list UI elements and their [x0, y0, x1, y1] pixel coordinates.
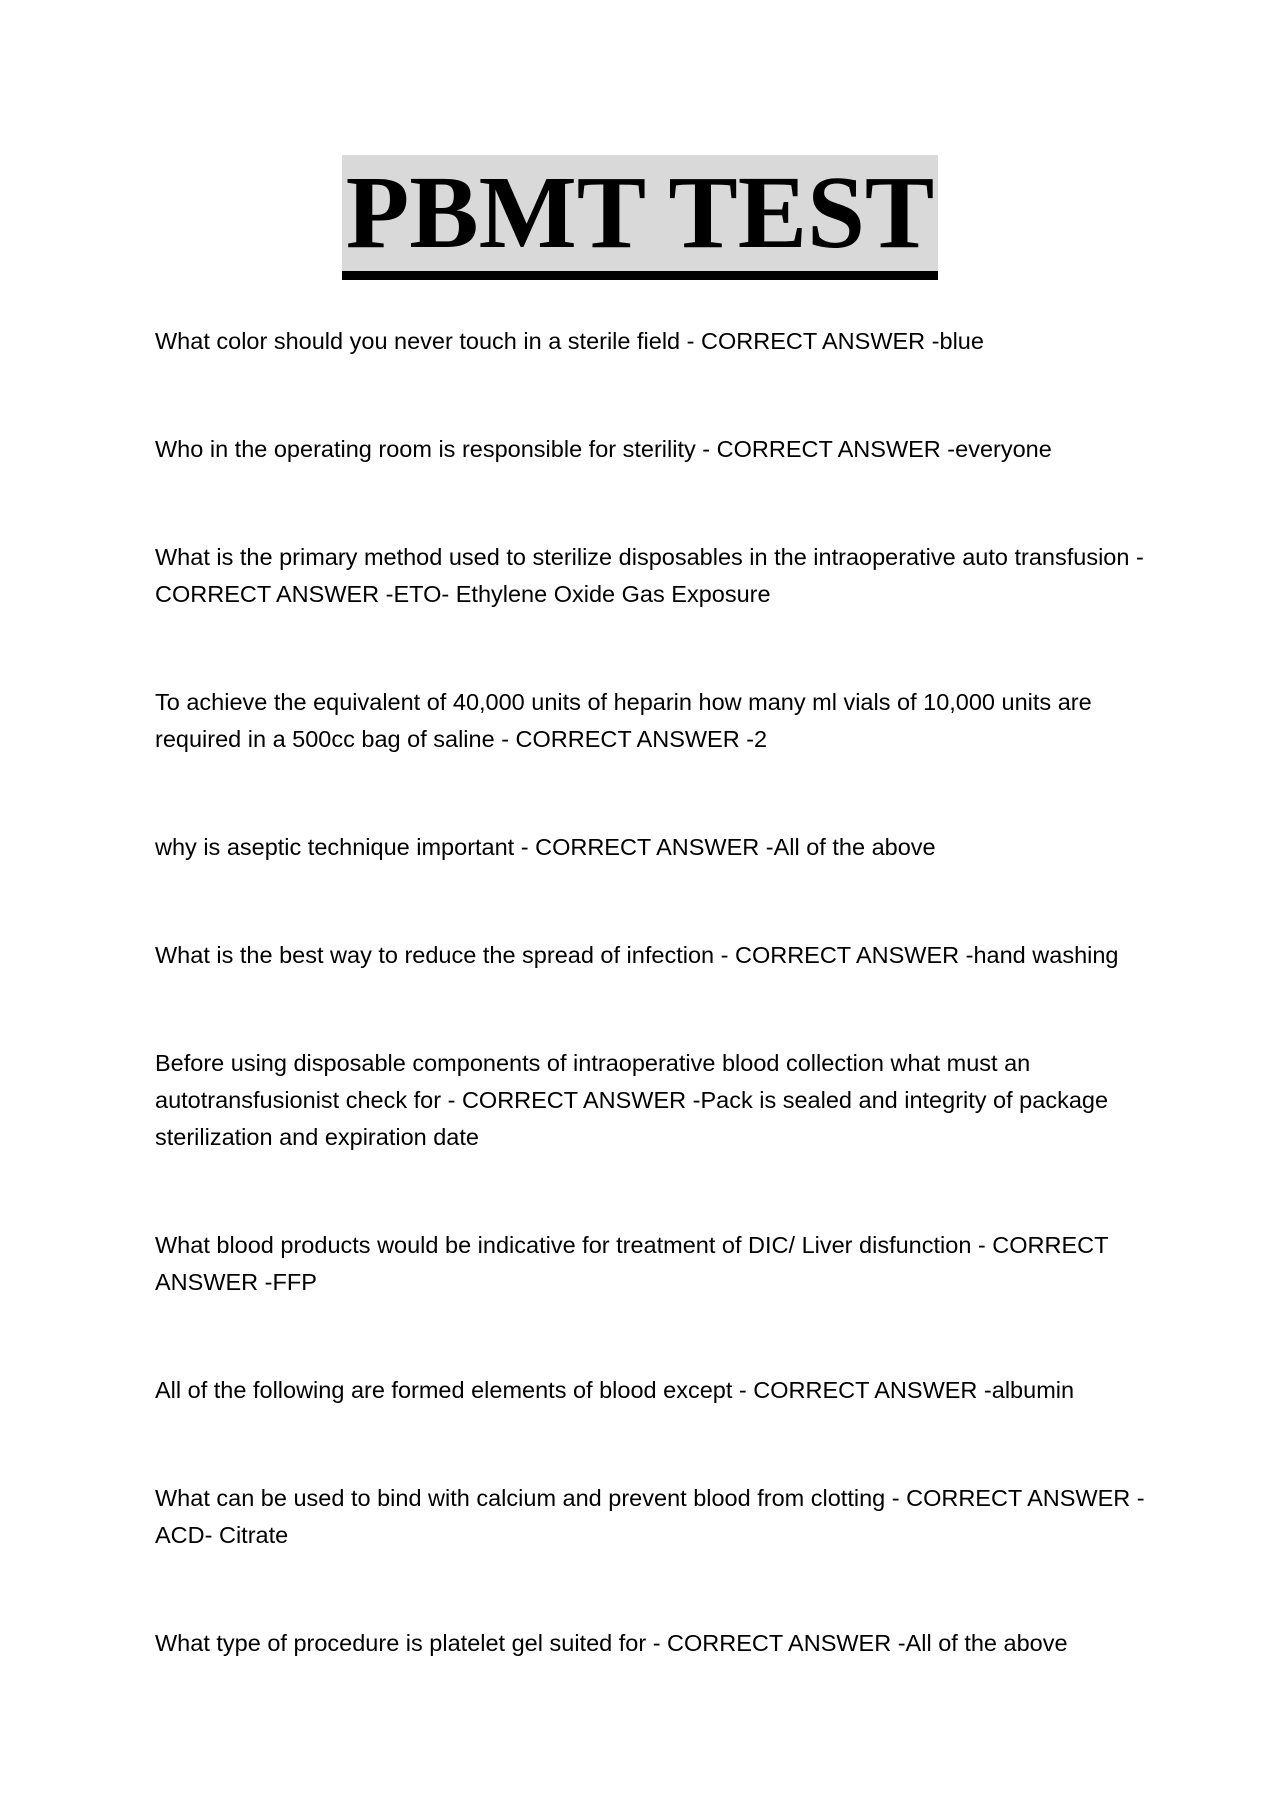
- qa-item: Who in the operating room is responsible for sterility - CORRECT ANSWER -everyone: [155, 436, 1052, 462]
- qa-item: What is the primary method used to sterilize disposables in the intraoperative auto transfusion - CORRECT ANSWER -ETO- Ethylene Oxide Gas Exposure: [155, 544, 1144, 607]
- question-answer-list: [155, 323, 1145, 1662]
- qa-item: What color should you never touch in a sterile field - CORRECT ANSWER -blue: [155, 328, 984, 354]
- qa-item: Before using disposable components of intraoperative blood collection what must an autotransfusionist check for - CORRECT ANSWER -Pack is sealed and integrity of package sterilization and expiration date: [155, 1050, 1109, 1150]
- qa-item: All of the following are formed elements of blood except - CORRECT ANSWER -albumin: [155, 1377, 1075, 1403]
- page-title: PBMT TEST: [342, 155, 939, 280]
- qa-item: What blood products would be indicative for treatment of DIC/ Liver disfunction - CORRECT ANSWER -FFP: [155, 1232, 1109, 1295]
- qa-item: What can be used to bind with calcium and prevent blood from clotting - CORRECT ANSWER -ACD- Citrate: [155, 1485, 1145, 1548]
- title-container: [0, 155, 1280, 280]
- qa-item: What type of procedure is platelet gel suited for - CORRECT ANSWER -All of the above: [155, 1630, 1068, 1656]
- qa-item: What is the best way to reduce the spread of infection - CORRECT ANSWER -hand washing: [155, 942, 1119, 968]
- qa-item: To achieve the equivalent of 40,000 units of heparin how many ml vials of 10,000 units are required in a 500cc bag of saline - CORRECT ANSWER -2: [155, 689, 1092, 752]
- qa-item: why is aseptic technique important - CORRECT ANSWER -All of the above: [155, 834, 936, 860]
